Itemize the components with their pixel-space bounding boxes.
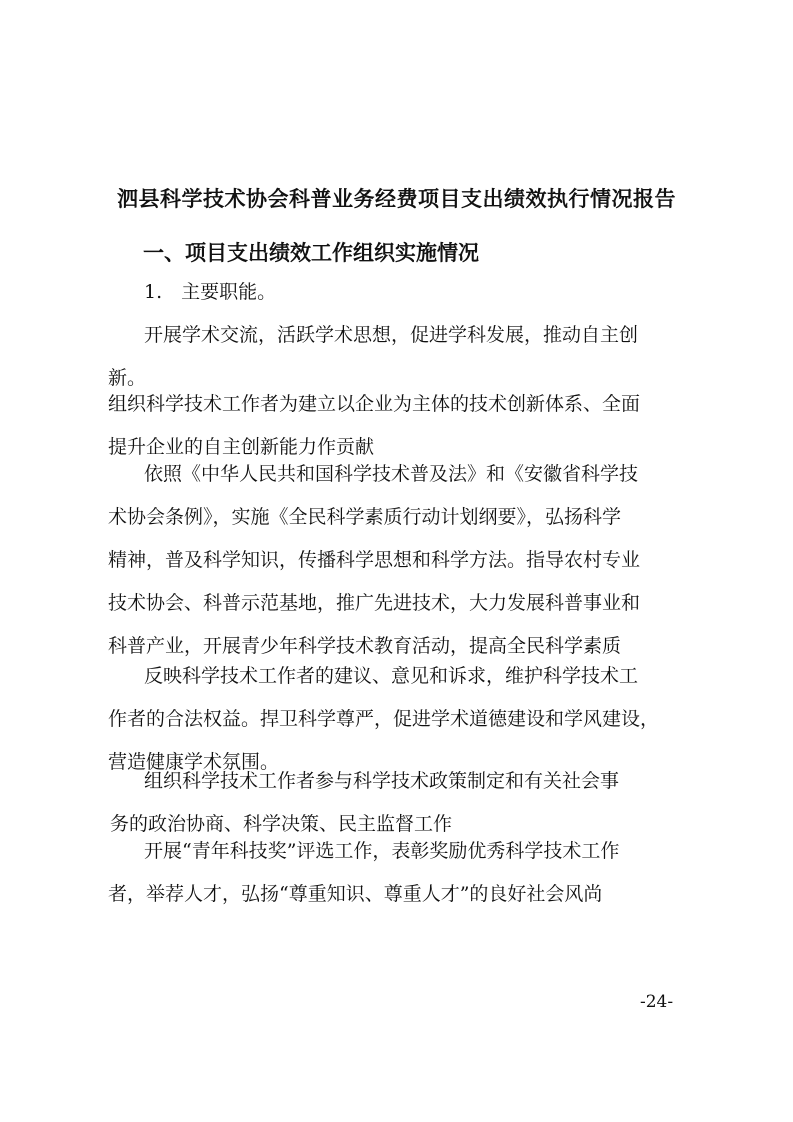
paragraph-line: 者，举荐人才，弘扬“尊重知识、尊重人才”的良好社会风尚 (108, 883, 603, 905)
paragraph-line: 开展学术交流，活跃学术思想，促进学科发展，推动自主创 (144, 324, 639, 346)
paragraph-line: 科普产业，开展青少年科学技术教育活动，提高全民科学素质 (108, 635, 622, 657)
paragraph-line: 务的政治协商、科学决策、民主监督工作 (110, 813, 453, 835)
paragraph-line: 反映科学技术工作者的建议、意见和诉求，维护科学技术工 (144, 665, 639, 687)
document-title: 泗县科学技术协会科普业务经费项目支出绩效执行情况报告 (117, 186, 676, 211)
page-number: -24- (640, 992, 674, 1012)
paragraph-line: 精神，普及科学知识，传播科学思想和科学方法。指导农村专业 (108, 549, 641, 571)
paragraph-line: 术协会条例》，实施《全民科学素质行动计划纲要》，弘扬科学 (108, 506, 622, 528)
paragraph-line: 1. 主要职能。 (144, 281, 277, 303)
paragraph-line: 组织科学技术工作者为建立以企业为主体的技术创新体系、全面 (108, 393, 641, 415)
paragraph-main-functions (108, 271, 698, 314)
paragraph-line: 新。 (108, 367, 147, 389)
paragraph-line: 提升企业的自主创新能力作贡献 (108, 436, 375, 458)
section-heading: 一、项目支出绩效工作组织实施情况 (143, 240, 479, 265)
paragraph-popularization-law (108, 453, 698, 668)
paragraph-line: 组织科学技术工作者参与科学技术政策制定和有关社会事 (144, 770, 620, 792)
paragraph-line: 作者的合法权益。捍卫科学尊严，促进学术道德建设和学风建设， (108, 708, 660, 730)
paragraph-line: 营造健康学术氛围。 (108, 751, 280, 773)
paragraph-youth-award (108, 830, 698, 916)
paragraph-line: 开展“青年科技奖”评选工作，表彰奖励优秀科学技术工作 (144, 840, 620, 862)
paragraph-line: 技术协会、科普示范基地，推广先进技术，大力发展科普事业和 (108, 592, 641, 614)
paragraph-line: 依照《中华人民共和国科学技术普及法》和《安徽省科学技 (144, 463, 639, 485)
